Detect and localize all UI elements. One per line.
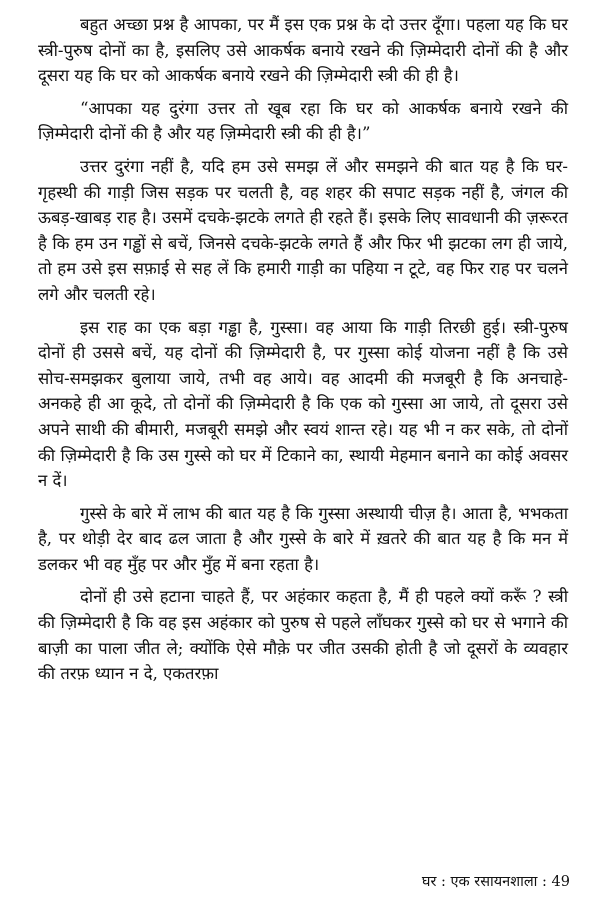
book-title: घर : एक रसायनशाला [421, 874, 538, 890]
paragraph-1: बहुत अच्छा प्रश्न है आपका, पर मैं इस एक प्रश्न के दो उत्तर दूँगा। पहला यह कि घर स्त्री-पुरुष दोनों का है, इसलिए उसे आकर्षक बनाये रखने की ज़िम्मेदारी दोनों की है और दूसरा यह कि घर को आकर्षक बनाये रखने की ज़िम्मेदारी स्त्री की ही है। [38, 15, 568, 86]
page-footer [422, 872, 570, 892]
paragraph-6: दोनों ही उसे हटाना चाहते हैं, पर अहंकार कहता है, मैं ही पहले क्यों करूँ ? स्त्री की ज़िम्मेदारी है कि वह इस अहंकार को पुरुष से पहले लाँघकर गुस्से को घर से भगाने की बाज़ी का पाला जीत ले; क्योंकि ऐसे मौक़े पर जीत उसकी होती है जो दूसरों के व्यवहार की तरफ़ ध्यान न दे, एकतरफ़ा [38, 587, 568, 684]
page-body [38, 12, 568, 694]
paragraph-4: इस राह का एक बड़ा गड्ढा है, गुस्सा। वह आया कि गाड़ी तिरछी हुई। स्त्री-पुरुष दोनों ही उससे बचें, यह दोनों की ज़िम्मेदारी है, पर गुस्सा कोई योजना नहीं है कि उसे सोच-समझकर बुलाया जाये, तभी वह आये। वह आदमी की मजबूरी है कि अनचाहे-अनकहे ही आ कूदे, तो दोनों की ज़िम्मेदारी है कि एक को गुस्सा आ जाये, तो दूसरा उसे अपने साथी की बीमारी, मजबूरी समझे और स्वयं शान्त रहे। यह भी न कर सके, तो दोनों की ज़िम्मेदारी है कि उस गुस्से को घर में टिकाने का, स्थायी मेहमान बनाने का कोई अवसर न दें। [38, 317, 568, 491]
paragraph-3: उत्तर दुरंगा नहीं है, यदि हम उसे समझ लें और समझने की बात यह है कि घर-गृहस्थी की गाड़ी जिस सड़क पर चलती है, वह शहर की सपाट सड़क नहीं है, जंगल की ऊबड़-खाबड़ राह है। उसमें दचके-झटके लगते ही रहते हैं। इसके लिए सावधानी की ज़रूरत है कि हम उन गड्ढों से बचें, जिनसे दचके-झटके लगते हैं और फिर भी झटका लग ही जाये, तो हम उसे इस सफ़ाई से सह लें कि हमारी गाड़ी का पहिया न टूटे, वह फिर राह पर चलने लगे और चलती रहे। [38, 156, 568, 304]
page-number: 49 [551, 874, 570, 890]
paragraph-5: गुस्से के बारे में लाभ की बात यह है कि गुस्सा अस्थायी चीज़ है। आता है, भभकता है, पर थोड़ी देर बाद ढल जाता है और गुस्से के बारे में ख़तरे की बात यह है कि मन में डलकर भी वह मुँह पर और मुँह में बना रहता है। [38, 503, 568, 574]
paragraph-2: “आपका यह दुरंगा उत्तर तो खूब रहा कि घर को आकर्षक बनाये रखने की ज़िम्मेदारी दोनों की है और यह ज़िम्मेदारी स्त्री की ही है।” [38, 98, 568, 144]
footer-separator: : [542, 874, 547, 890]
